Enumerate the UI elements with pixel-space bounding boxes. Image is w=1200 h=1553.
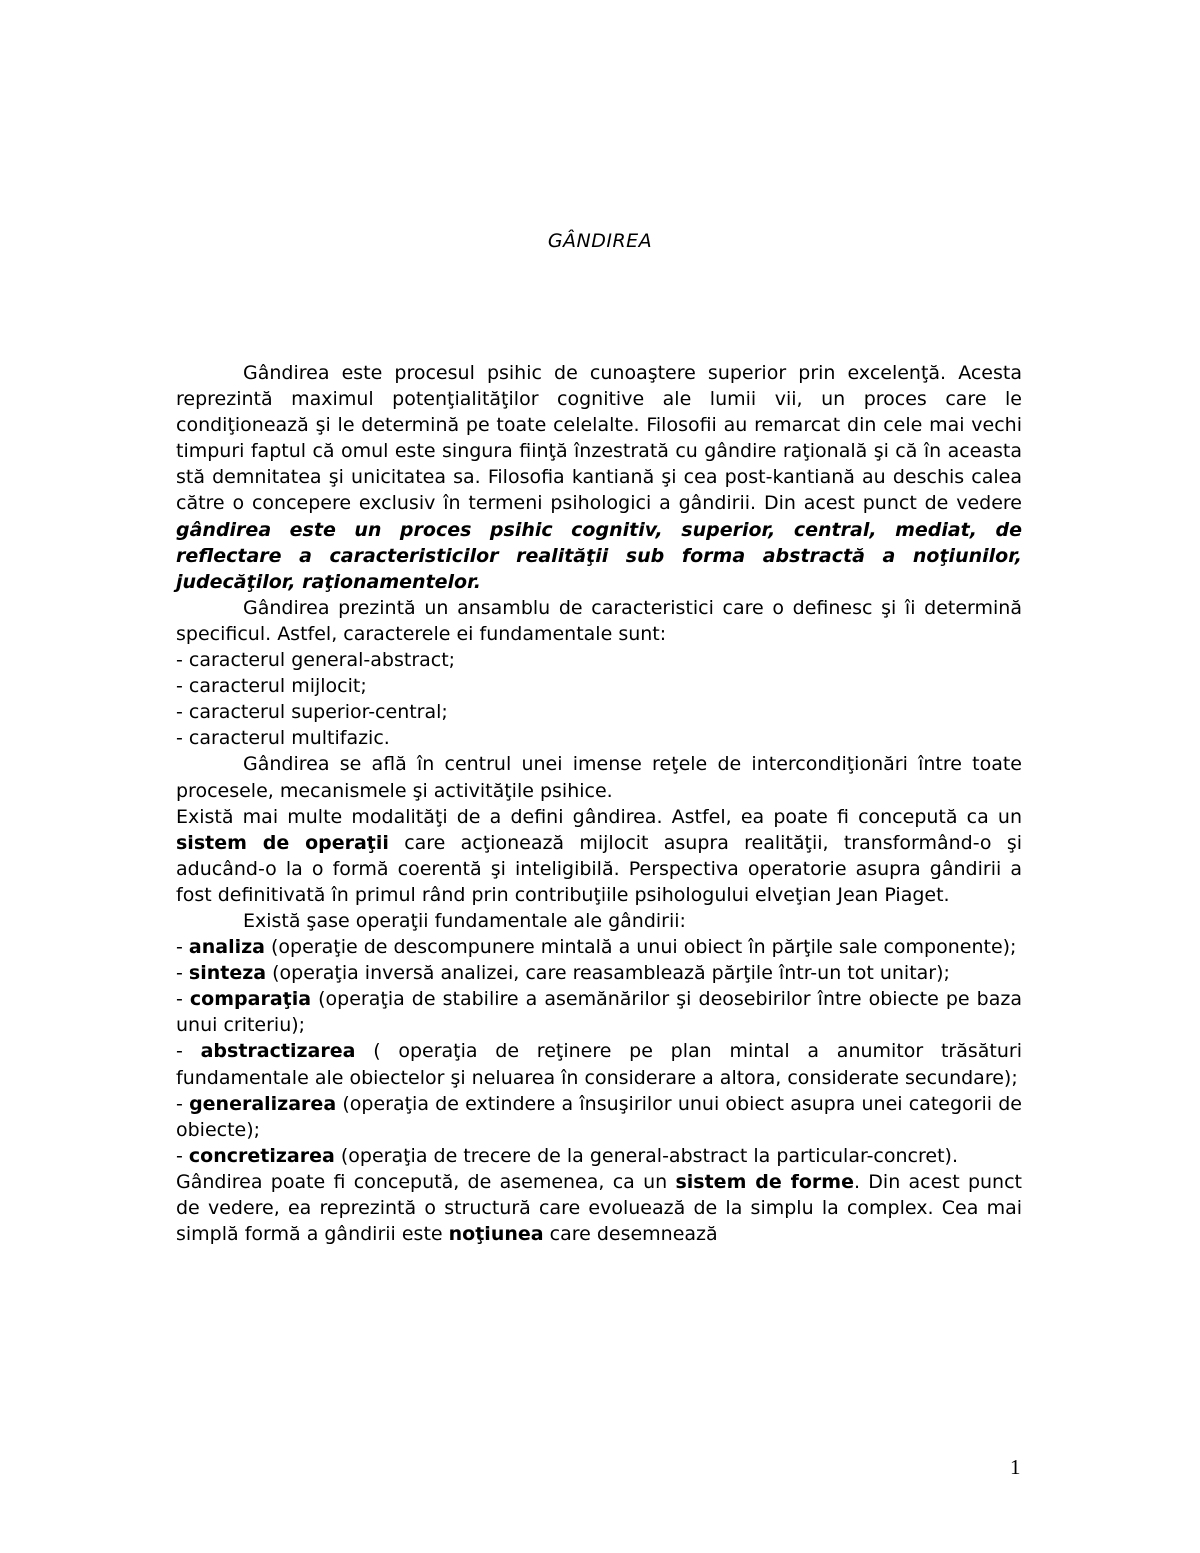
list-item-characteristic: - caracterul multifazic.: [176, 727, 390, 750]
list-item-operation: - generalizarea (operaţia de extindere a însuşirilor unui obiect asupra unei categorii de obiecte);: [176, 1092, 1022, 1141]
operation-term: analiza: [188, 936, 265, 959]
paragraph-text: Gândirea este procesul psihic de cunoaştere superior prin excelenţă. Acesta reprezintă maximul potenţialităţilor cognitive ale lumii vii, un proces care le condiţionează şi le determină pe toate celelalte. Filosofii au remarcat din cele mai vechi timpuri faptul că omul este singura fiinţă înzestrată cu gândire raţională şi că în aceasta stă demnitatea şi unicitatea sa. Filosofia kantiană şi cea post-kantiană au deschis calea către o concepere exclusiv în termeni psihologici a gândirii. Din acest punct de vedere: [176, 362, 1022, 515]
paragraph-interconditioning: Gândirea se află în centrul unei imense reţele de intercondiţionări între toate procesele, mecanismele şi activităţile psihice.: [176, 753, 1022, 802]
paragraph-text: Există mai multe modalităţi de a defini gândirea. Astfel, ea poate fi concepută ca un: [176, 805, 1022, 828]
list-item-characteristic: - caracterul superior-central;: [176, 701, 448, 724]
list-item-operation: - analiza (operaţie de descompunere mintală a unui obiect în părţile sale componente);: [176, 936, 1017, 959]
list-item-operation: - comparaţia (operaţia de stabilire a asemănărilor şi deosebirilor între obiecte pe baza unui criteriu);: [176, 988, 1022, 1037]
operation-desc: ( operaţia de reţinere pe plan mintal a anumitor trăsături fundamentale ale obiectelor şi neluarea în considerare a altora, considerate secundare);: [176, 1040, 1022, 1089]
paragraph-definition: [176, 360, 1022, 595]
list-item-operation: - sinteza (operaţia inversă analizei, care reasamblează părţile într-un tot unitar);: [176, 962, 950, 985]
operation-desc: (operaţia de stabilire a asemănărilor şi deosebirilor între obiecte pe baza unui criteriu);: [176, 988, 1022, 1037]
paragraph-text: care acţionează mijlocit asupra realităţii, transformând-o şi aducând-o la o formă coerentă şi inteligibilă. Perspectiva operatorie asupra gândirii a fost definitivată în primul rând prin contribuţiile psihologului elveţian Jean Piaget.: [176, 831, 1023, 906]
operation-desc: (operaţie de descompunere mintală a unui obiect în părţile sale componente);: [264, 936, 1017, 959]
operation-term: abstractizarea: [200, 1040, 356, 1063]
bold-term: sistem de operaţii: [176, 831, 389, 854]
page-number: 1: [1010, 1455, 1021, 1479]
paragraph-text: care desemnează: [543, 1223, 718, 1246]
operation-term: comparaţia: [189, 988, 312, 1011]
definition-emphasis: gândirea este un proces psihic cognitiv, superior, central, mediat, de reflectare a caracteristicilor realităţii sub forma abstractă a noţiunilor, judecăţilor, raţionamentelor.: [176, 518, 1022, 593]
paragraph-characteristics-intro: Gândirea prezintă un ansamblu de caracteristici care o definesc şi îi determină specificul. Astfel, caracterele ei fundamentale sunt:: [176, 596, 1022, 645]
bold-term: sistem de forme: [675, 1170, 854, 1193]
paragraph-forms-system: [176, 1169, 1022, 1247]
list-item-operation: - abstractizarea ( operaţia de reţinere pe plan mintal a anumitor trăsături fundamentale ale obiectelor şi neluarea în considerare a altora, considerate secundare);: [176, 1040, 1022, 1089]
operation-term: concretizarea: [188, 1144, 335, 1167]
list-item-characteristic: - caracterul mijlocit;: [176, 675, 367, 698]
paragraph-operations-intro: Există şase operaţii fundamentale ale gândirii:: [243, 909, 686, 932]
paragraph-operations-system: [176, 804, 1022, 908]
bold-term: noţiunea: [448, 1223, 544, 1246]
operation-term: sinteza: [188, 962, 267, 985]
operation-term: generalizarea: [189, 1092, 337, 1115]
operation-desc: (operaţia de extindere a însuşirilor unui obiect asupra unei categorii de obiecte);: [176, 1092, 1022, 1141]
document-body: [176, 360, 1022, 1247]
operation-desc: (operaţia de trecere de la general-abstract la particular-concret).: [334, 1144, 958, 1167]
paragraph-text: Gândirea poate fi concepută, de asemenea, ca un: [176, 1170, 676, 1193]
list-item-operation: - concretizarea (operaţia de trecere de la general-abstract la particular-concret).: [176, 1144, 958, 1167]
paragraph-text: . Din acest punct de vedere, ea reprezintă o structură care evoluează de la simplu la complex. Cea mai simplă formă a gândirii este: [176, 1170, 1022, 1246]
document-title: GÂNDIREA: [547, 230, 653, 252]
list-item-characteristic: - caracterul general-abstract;: [176, 649, 456, 672]
operation-desc: (operaţia inversă analizei, care reasamblează părţile într-un tot unitar);: [266, 962, 950, 985]
